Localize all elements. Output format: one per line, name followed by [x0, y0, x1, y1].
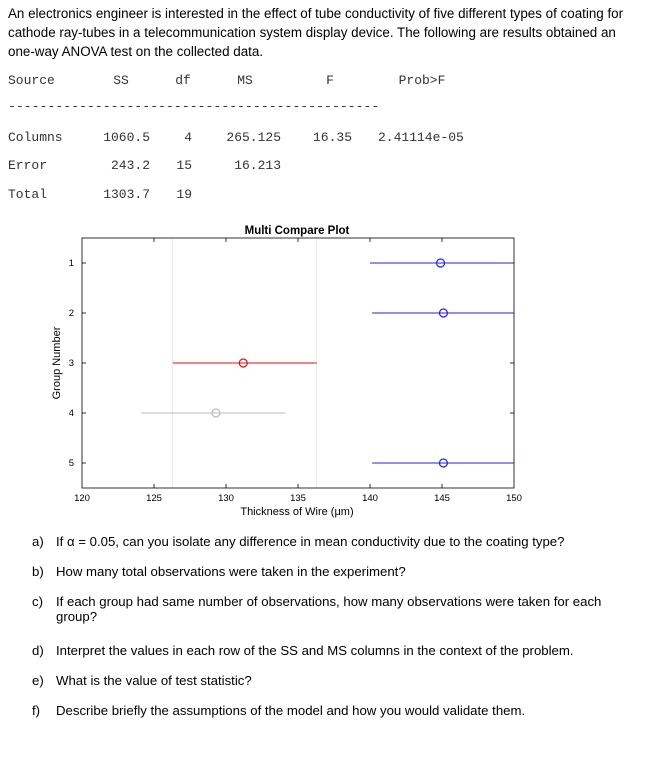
question-e — [32, 673, 252, 688]
question-b — [32, 564, 406, 579]
question-label: d) — [32, 643, 44, 658]
x-tick-label: 130 — [218, 493, 234, 504]
question-text: If α = 0.05, can you isolate any difference in mean conductivity due to the coating type? — [56, 534, 565, 549]
multi-compare-plot — [0, 218, 560, 523]
row-columns-ss: 1060.5 — [103, 130, 150, 145]
y-tick-label: 5 — [68, 458, 74, 469]
row-error-ms: 16.213 — [234, 158, 281, 173]
question-text: What is the value of test statistic? — [56, 673, 252, 688]
question-text: Interpret the values in each row of the SS and MS columns in the context of the problem. — [56, 643, 574, 658]
row-columns-df: 4 — [184, 130, 192, 145]
question-text: How many total observations were taken in the experiment? — [56, 564, 406, 579]
row-columns-ms: 265.125 — [226, 130, 281, 145]
row-columns-f: 16.35 — [312, 130, 352, 145]
question-a — [32, 534, 564, 549]
question-text: Describe briefly the assumptions of the model and how you would validate them. — [56, 703, 526, 718]
question-label: c) — [32, 594, 43, 609]
row-columns-source: Columns — [8, 130, 63, 145]
header-ss: SS — [113, 73, 129, 88]
x-tick-label: 145 — [434, 493, 450, 504]
question-label: e) — [32, 673, 44, 688]
row-total-df: 19 — [176, 187, 192, 202]
row-error-df: 15 — [176, 158, 192, 173]
question-label: f) — [32, 703, 41, 718]
row-total-source: Total — [8, 187, 48, 202]
row-columns-prob: 2.41114e-05 — [378, 130, 464, 145]
row-error-source: Error — [8, 158, 48, 173]
y-tick-label: 1 — [68, 258, 74, 269]
question-c — [32, 594, 601, 624]
y-tick-label: 2 — [68, 308, 74, 319]
row-error-ss: 243.2 — [110, 158, 150, 173]
question-label: b) — [32, 564, 44, 579]
header-df: df — [175, 73, 191, 88]
question-f — [32, 703, 525, 718]
header-prob: Prob>F — [398, 73, 446, 88]
x-tick-label: 120 — [74, 493, 90, 504]
table-separator: ----------------------------------------------- — [8, 99, 380, 114]
x-tick-label: 140 — [362, 493, 378, 504]
row-total-ss: 1303.7 — [103, 187, 150, 202]
chart-title: Multi Compare Plot — [244, 225, 350, 237]
y-axis-label: Group Number — [51, 326, 63, 400]
question-text: If each group had same number of observations, how many observations were taken for each group? — [56, 594, 602, 624]
x-tick-label: 135 — [290, 493, 306, 504]
y-tick-label: 4 — [68, 408, 74, 419]
header-f: F — [326, 73, 334, 88]
x-axis-label: Thickness of Wire (μm) — [240, 506, 354, 518]
question-d — [32, 643, 574, 658]
x-tick-label: 125 — [146, 493, 162, 504]
problem-statement: An electronics engineer is interested in the effect of tube conductivity of five different types of coating for cathode ray-tubes in a telecommunication system display device. The following are results obtained an one-way ANOVA test on the collected data. — [8, 6, 624, 59]
question-label: a) — [32, 534, 44, 549]
y-tick-label: 3 — [68, 358, 74, 369]
header-source: Source — [8, 73, 55, 88]
plot-area — [69, 238, 522, 504]
x-tick-label: 150 — [506, 493, 522, 504]
header-ms: MS — [237, 73, 253, 88]
